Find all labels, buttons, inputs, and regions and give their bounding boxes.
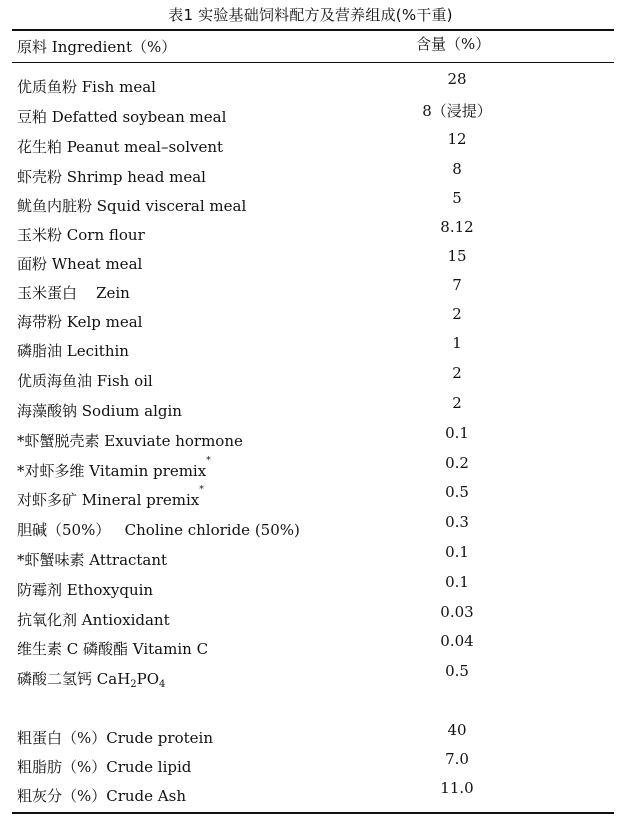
ingredient-value: 1 — [452, 334, 462, 352]
table-row — [0, 70, 621, 100]
ingredient-name: 优质鱼粉 Fish meal — [17, 78, 156, 96]
ingredient-value: 7 — [452, 276, 462, 294]
nutrient-row — [0, 779, 621, 809]
ingredient-name: 豆粕 Defatted soybean meal — [17, 108, 227, 126]
subscript: 2 — [130, 679, 137, 690]
table-row — [0, 218, 621, 248]
ingredient-value: 8.12 — [440, 218, 474, 236]
nutrient-value: 7.0 — [445, 750, 469, 768]
ingredient-name: 海藻酸钠 Sodium algin — [17, 402, 182, 420]
ingredient-name — [17, 456, 211, 481]
ingredient-name-text: 磷酸二氢钙 CaH — [17, 670, 131, 688]
subscript: 4 — [159, 679, 166, 690]
ingredient-value: 0.1 — [445, 573, 469, 591]
table-row — [0, 454, 621, 484]
ingredient-value: 5 — [452, 189, 462, 207]
header-ingredient: 原料 Ingredient（%） — [17, 38, 177, 56]
footnote-asterisk: * — [206, 456, 211, 466]
table-row — [0, 189, 621, 219]
ingredient-name-text: *对虾多维 Vitamin premix — [17, 462, 207, 480]
header-rule — [12, 62, 614, 63]
table-row — [0, 573, 621, 603]
ingredient-value: 2 — [452, 305, 462, 323]
ingredient-value: 0.5 — [445, 483, 469, 501]
ingredient-value: 0.04 — [440, 632, 474, 650]
ingredient-name: *虾蟹味素 Attractant — [17, 551, 168, 569]
table-row — [0, 483, 621, 513]
table-row — [0, 130, 621, 160]
nutrient-value: 11.0 — [440, 779, 474, 797]
nutrient-row — [0, 721, 621, 751]
ingredient-value: 8（浸提） — [422, 102, 492, 120]
ingredient-value: 8 — [452, 160, 462, 178]
ingredient-value: 2 — [452, 394, 462, 412]
ingredient-name: 面粉 Wheat meal — [17, 255, 143, 273]
ingredient-name: 海带粉 Kelp meal — [17, 313, 143, 331]
ingredient-name: 玉米粉 Corn flour — [17, 226, 145, 244]
ingredient-value: 2 — [452, 364, 462, 382]
bottom-rule — [12, 812, 614, 814]
nutrient-name: 粗蛋白（%）Crude protein — [17, 729, 213, 747]
nutrient-value: 40 — [447, 721, 467, 739]
ingredient-name: 防霉剂 Ethoxyquin — [17, 581, 154, 599]
ingredient-name — [17, 485, 204, 510]
ingredient-value: 0.1 — [445, 424, 469, 442]
ingredient-name-text: 对虾多矿 Mineral premix — [17, 491, 200, 509]
table-row — [0, 513, 621, 543]
ingredient-value: 12 — [447, 130, 467, 148]
header-content: 含量（%） — [416, 35, 491, 53]
ingredient-value: 0.3 — [445, 513, 469, 531]
table-row — [0, 424, 621, 454]
ingredient-name: 鱿鱼内脏粉 Squid visceral meal — [17, 197, 247, 215]
ingredient-name: 花生粕 Peanut meal–solvent — [17, 138, 224, 156]
nutrient-name: 粗脂肪（%）Crude lipid — [17, 758, 192, 776]
table-row — [0, 160, 621, 190]
ingredient-name: 优质海鱼油 Fish oil — [17, 372, 153, 390]
table-row — [0, 603, 621, 633]
ingredient-value: 0.03 — [440, 603, 474, 621]
table-row — [0, 632, 621, 662]
table-title: 表1 实验基础饲料配方及营养组成(%干重) — [168, 6, 453, 24]
ingredient-name-text: PO — [136, 670, 160, 688]
table-row — [0, 394, 621, 424]
table-row — [0, 543, 621, 573]
table-row — [0, 276, 621, 306]
ingredient-value: 0.2 — [445, 454, 469, 472]
table-row — [0, 334, 621, 364]
ingredient-name: 虾壳粉 Shrimp head meal — [17, 168, 206, 186]
ingredient-value: 0.5 — [445, 662, 469, 680]
ingredient-name: 胆碱（50%） Choline chloride (50%) — [17, 521, 300, 539]
ingredient-name: *虾蟹脱壳素 Exuviate hormone — [17, 432, 243, 450]
table-row — [0, 662, 621, 692]
ingredient-name: 磷脂油 Lecithin — [17, 342, 129, 360]
table-row — [0, 102, 621, 130]
nutrient-name: 粗灰分（%）Crude Ash — [17, 787, 186, 805]
ingredient-value: 15 — [447, 247, 467, 265]
ingredient-name — [17, 668, 165, 689]
ingredient-name: 抗氧化剂 Antioxidant — [17, 611, 170, 629]
table-row — [0, 247, 621, 277]
ingredient-value: 28 — [447, 70, 467, 88]
ingredient-name: 维生素 C 磷酸酯 Vitamin C — [17, 640, 209, 658]
table-row — [0, 305, 621, 335]
ingredient-value: 0.1 — [445, 543, 469, 561]
table-row — [0, 364, 621, 394]
top-rule — [12, 29, 614, 31]
footnote-asterisk: * — [199, 485, 204, 495]
nutrient-row — [0, 750, 621, 780]
ingredient-name: 玉米蛋白 Zein — [17, 284, 130, 302]
